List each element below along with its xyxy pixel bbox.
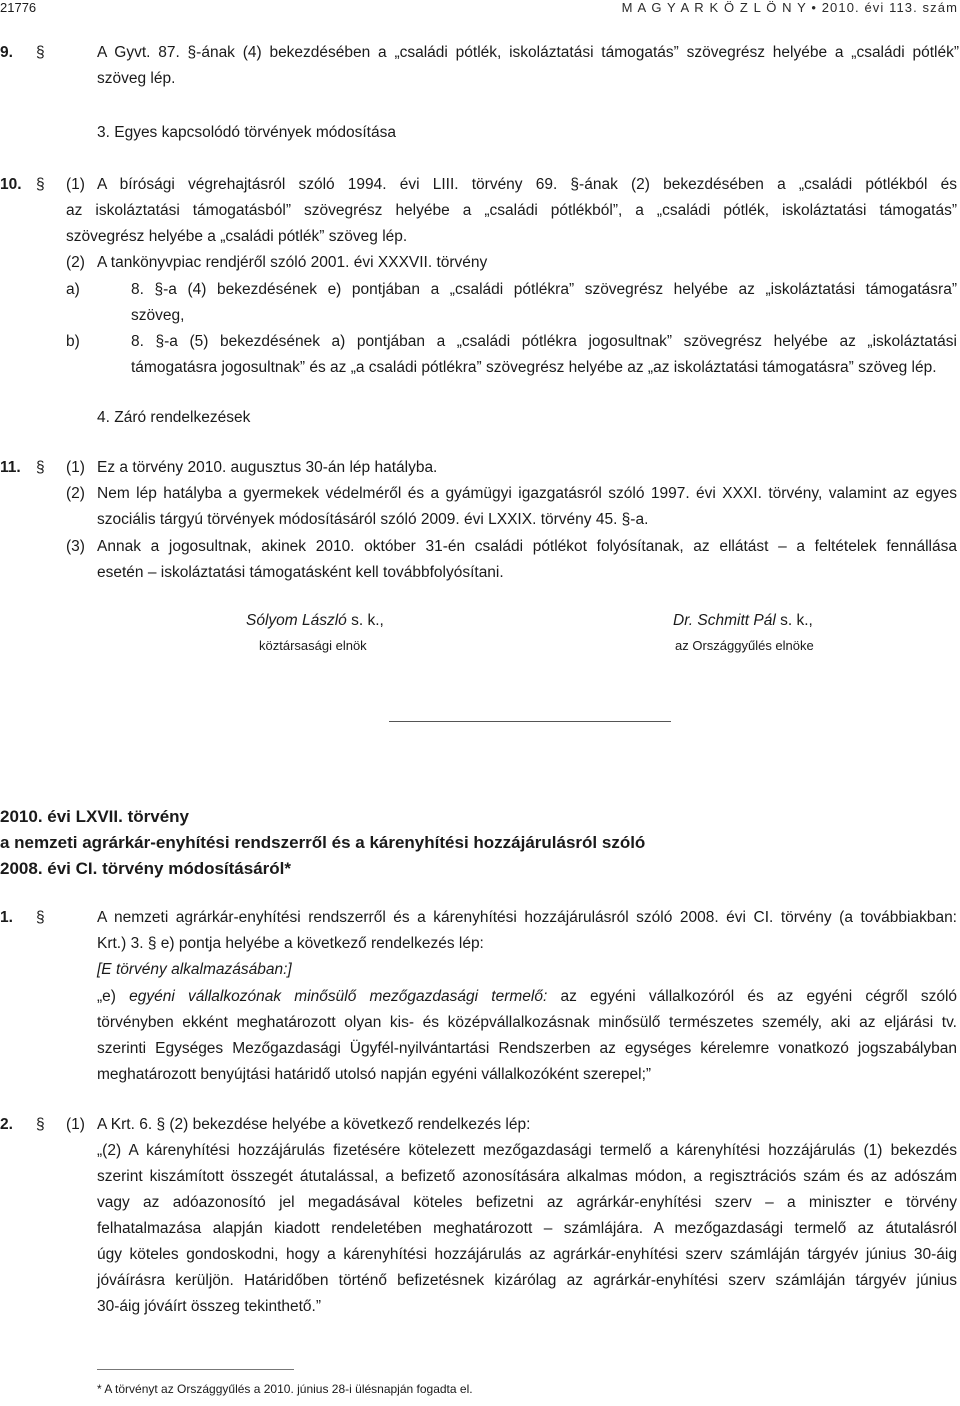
paragraph-line: az iskoláztatási támogatásból” szövegrész helyébe a „családi pótlékból”, a „családi pótlék, iskoláztatási támogatás” (66, 202, 957, 219)
part-heading: 4. Záró rendelkezések (97, 409, 251, 426)
defined-term: egyéni vállalkozónak minősülő mezőgazdasági termelő: (129, 988, 548, 1005)
signer-title: az Országgyűlés elnöke (675, 638, 814, 653)
paragraph-line: jóváírásra kerüljön. Határidőben történő befizetésnek kizárólag az agrárkár-enyhítési szerv számláján tárgyév június (97, 1272, 957, 1289)
paragraph-line: szociális tárgyú törvények módosításáról szóló 2009. évi LXXIX. törvény 45. §-a. (97, 511, 649, 528)
signer-suffix: s. k., (346, 612, 384, 629)
paragraph-line: 8. §-a (4) bekezdésének e) pontjában a „családi pótlékra” szövegrész helyébe az „iskoláztatási támogatásra” (131, 281, 957, 298)
law-subtitle: a nemzeti agrárkár-enyhítési rendszerről és a kárenyhítési hozzájárulásról szóló (0, 833, 646, 852)
paragraph-line: „(2) A kárenyhítési hozzájárulás fizetésére kötelezett mezőgazdasági termelő a kárenyhítési hozzájárulás (1) bekezdés (97, 1142, 957, 1159)
paragraph-line: szerinti Egységes Mezőgazdasági Ügyfél-nyilvántartási Rendszerben az egységes kérelemre vonatkozó jogszabályban (97, 1040, 957, 1057)
page-number: 21776 (0, 0, 37, 15)
separator-rule (389, 721, 671, 722)
paragraph-line: esetén – iskoláztatási támogatásként kell továbbfolyósítani. (97, 564, 504, 581)
paragraph-label: (2) (66, 485, 85, 502)
paragraph-line: úgy köteles gondoskodni, hogy a kárenyhítési hozzájárulás az agrárkár-enyhítési szerv számláján tárgyév június 30-áig (97, 1246, 957, 1263)
publication-header: M A G Y A R K Ö Z L Ö N Y • 2010. évi 113. szám (621, 0, 958, 15)
paragraph-line: felhatalmazása alapján kiadott rendeletében meghatározott – számlájára. A mezőgazdasági termelő az átutalásról (97, 1220, 957, 1237)
quoted-heading: [E törvény alkalmazásában:] (97, 961, 292, 978)
text-run: „e) (97, 988, 130, 1005)
part-heading: 3. Egyes kapcsolódó törvények módosítása (97, 124, 396, 141)
paragraph-line (97, 984, 957, 1010)
point-label: b) (66, 333, 80, 350)
signer-suffix: s. k., (775, 612, 813, 629)
paragraph-line: Ez a törvény 2010. augusztus 30-án lép hatályba. (97, 459, 438, 476)
section-number: 9. (0, 44, 13, 61)
paragraph-line: szerint kiszámított összegét átutalással, a befizető azonosítására alkalmas módon, a regisztrációs szám és az adószám (97, 1168, 957, 1185)
paragraph-line: 30-áig jóváírt összeg tekinthető.” (97, 1298, 322, 1315)
paragraph-line: Annak a jogosultnak, akinek 2010. október 31-én családi pótlékot folyósítanak, az ellátást – a feltételek fennállása (97, 538, 957, 555)
paragraph-line: vagy az adóazonosító jel megadásával köteles befizetni az agrárkár-enyhítési szerv – a miniszter e törvény (97, 1194, 957, 1211)
signature-left (246, 612, 384, 630)
section-symbol: § (36, 176, 45, 193)
law-subtitle: 2008. évi CI. törvény módosításáról* (0, 859, 292, 878)
paragraph-line: Nem lép hatályba a gyermekek védelméről és a gyámügyi igazgatásról szóló 1997. évi XXXI. törvény, valamint az egyes (97, 485, 957, 502)
section-number: 11. (0, 459, 21, 476)
paragraph-line: támogatásra jogosultnak” és az „a családi pótlékra” szövegrész helyébe az „az iskoláztatási támogatásra” szöveg lép. (131, 359, 937, 376)
footnote-rule (97, 1369, 294, 1370)
signer-name: Sólyom László (246, 612, 347, 629)
paragraph-line: A tankönyvpiac rendjéről szóló 2001. évi XXXVII. törvény (97, 254, 488, 271)
paragraph-label: (1) (66, 1116, 85, 1133)
paragraph-line: törvényben ekként meghatározott olyan kis- és középvállalkozásnak minősülő természetes személy, aki az eljárási tv. (97, 1014, 957, 1031)
section-number: 1. (0, 909, 13, 926)
paragraph-line: meghatározott benyújtási határidő utolsó napján egyéni vállalkozóként szerepel;” (97, 1066, 652, 1083)
paragraph-label: (1) (66, 459, 85, 476)
paragraph-label: (1) (66, 176, 85, 193)
paragraph-line: A bírósági végrehajtásról szóló 1994. évi LIII. törvény 69. §-ának (2) bekezdésében a „családi pótlékból és (97, 176, 957, 193)
section-number: 10. (0, 176, 22, 193)
paragraph-line: A nemzeti agrárkár-enyhítési rendszerről és a kárenyhítési hozzájárulásról szóló 2008. évi CI. törvény (a továbbiakban: (97, 909, 957, 926)
section-symbol: § (36, 909, 45, 926)
text-run: az egyéni vállalkozóról és az egyéni cégről szóló (547, 988, 958, 1005)
paragraph-line: A Krt. 6. § (2) bekezdése helyébe a következő rendelkezés lép: (97, 1116, 531, 1133)
section-symbol: § (36, 1116, 45, 1133)
paragraph-line: 8. §-a (5) bekezdésének a) pontjában a „családi pótlékra jogosultnak” szövegrész helyébe az „iskoláztatási (131, 333, 957, 350)
signer-title: köztársasági elnök (259, 638, 367, 653)
paragraph-line: A Gyvt. 87. §-ának (4) bekezdésében a „családi pótlék, iskoláztatási támogatás” szövegrész helyébe a „családi pótlék” (97, 44, 959, 61)
paragraph-line: szöveg lép. (97, 70, 176, 87)
point-label: a) (66, 281, 80, 298)
signature-right (673, 612, 813, 630)
paragraph-line: szöveg, (131, 307, 185, 324)
section-number: 2. (0, 1116, 13, 1133)
paragraph-label: (2) (66, 254, 85, 271)
paragraph-label: (3) (66, 538, 85, 555)
signer-name: Dr. Schmitt Pál (673, 612, 776, 629)
law-title: 2010. évi LXVII. törvény (0, 807, 189, 826)
paragraph-line: szövegrész helyébe a „családi pótlék” szöveg lép. (66, 228, 408, 245)
section-symbol: § (36, 44, 45, 61)
footnote: * A törvényt az Országgyűlés a 2010. június 28-i ülésnapján fogadta el. (97, 1382, 473, 1396)
paragraph-line: Krt.) 3. § e) pontja helyébe a következő rendelkezés lép: (97, 935, 484, 952)
section-symbol: § (36, 459, 45, 476)
